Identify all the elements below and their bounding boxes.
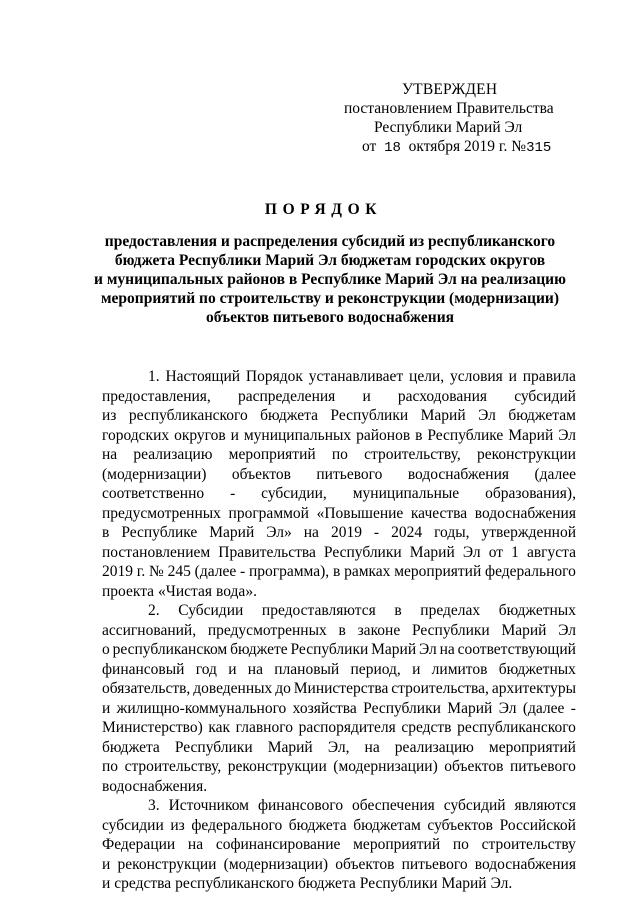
- subtitle-line: предоставления и распределения субсидий из республиканского: [104, 233, 556, 250]
- paragraph-line: обязательств, доведенных до Министерства строительства, архитектуры: [102, 680, 576, 697]
- approval-number: 315: [526, 140, 552, 156]
- paragraph-line: 1. Настоящий Порядок устанавливает цели, условия и правила: [148, 368, 576, 385]
- paragraph-line: ассигнований, предусмотренных в законе Республики Марий Эл: [102, 621, 576, 639]
- paragraph-line: Министерство) как главного распорядителя средств республиканского: [102, 719, 576, 736]
- paragraph-line: 2019 г. № 245 (далее - программа), в рамках мероприятий федерального: [102, 563, 576, 580]
- paragraph-line: и средства республиканского бюджета Республики Марий Эл.: [102, 875, 513, 892]
- paragraph: [102, 367, 576, 601]
- approval-heading: УТВЕРЖДЕН: [402, 81, 498, 98]
- paragraph-line: финансовый год и на плановый период, и лимитов бюджетных: [102, 660, 576, 678]
- subtitle-line: объектов питьевого водоснабжения: [205, 309, 455, 326]
- paragraph-line: (модернизации) объектов питьевого водоснабжения (далее: [102, 465, 576, 483]
- approval-date-prefix: от: [362, 138, 377, 155]
- approval-line-republic: Республики Марий Эл: [374, 119, 523, 136]
- paragraph-line: соответственно - субсидии, муниципальные образования),: [102, 485, 576, 502]
- paragraph-line: предусмотренных программой «Повышение качества водоснабжения: [102, 504, 576, 522]
- paragraph: [102, 601, 576, 796]
- paragraph-line: городских округов и муниципальных районов в Республике Марий Эл: [102, 426, 576, 444]
- paragraph-line: 2. Субсидии предоставляются в пределах бюджетных: [148, 602, 576, 619]
- paragraph-line: в Республике Марий Эл» на 2019 - 2024 годы, утвержденной: [102, 524, 576, 541]
- subtitle-line: мероприятий по строительству и реконструкции (модернизации): [100, 290, 560, 307]
- document-body: [102, 367, 576, 894]
- paragraph-line: по строительству, реконструкции (модернизации) объектов питьевого: [102, 758, 576, 775]
- document-subtitle: [92, 232, 568, 327]
- paragraph-line: водоснабжения.: [102, 777, 208, 795]
- paragraph-line: о республиканском бюджете Республики Марий Эл на соответствующий: [102, 641, 576, 658]
- paragraph: [102, 796, 576, 894]
- approval-stamp: [330, 80, 600, 158]
- paragraph-line: и реконструкции (модернизации) объектов питьевого водоснабжения: [102, 855, 576, 873]
- paragraph-line: постановлением Правительства Республики Марий Эл от 1 августа: [102, 543, 576, 561]
- paragraph-line: субсидии из федерального бюджета бюджетам субъектов Российской: [102, 816, 576, 834]
- paragraph-line: и жилищно-коммунального хозяйства Республики Марий Эл (далее -: [102, 699, 576, 717]
- paragraph-line: предоставления, распределения и расходования субсидий: [102, 387, 576, 405]
- paragraph-line: бюджета Республики Марий Эл, на реализацию мероприятий: [102, 738, 576, 756]
- approval-date-rest: октября 2019 г. №: [408, 138, 527, 155]
- approval-date-day: 18: [384, 140, 401, 156]
- approval-date-line: [330, 137, 600, 158]
- document-title: ПОРЯДОК: [264, 201, 383, 218]
- paragraph-line: проекта «Чистая вода».: [102, 582, 257, 600]
- approval-line-resolution: постановлением Правительства: [344, 100, 554, 117]
- subtitle-line: бюджета Республики Марий Эл бюджетам городских округов: [114, 252, 546, 269]
- paragraph-line: из республиканского бюджета Республики Марий Эл бюджетам: [102, 407, 576, 424]
- subtitle-line: и муниципальных районов в Республике Марий Эл на реализацию: [94, 271, 566, 288]
- paragraph-line: Федерации на софинансирование мероприятий по строительству: [102, 836, 576, 853]
- paragraph-line: на реализацию мероприятий по строительству, реконструкции: [102, 446, 576, 463]
- paragraph-line: 3. Источником финансового обеспечения субсидий являются: [148, 797, 576, 814]
